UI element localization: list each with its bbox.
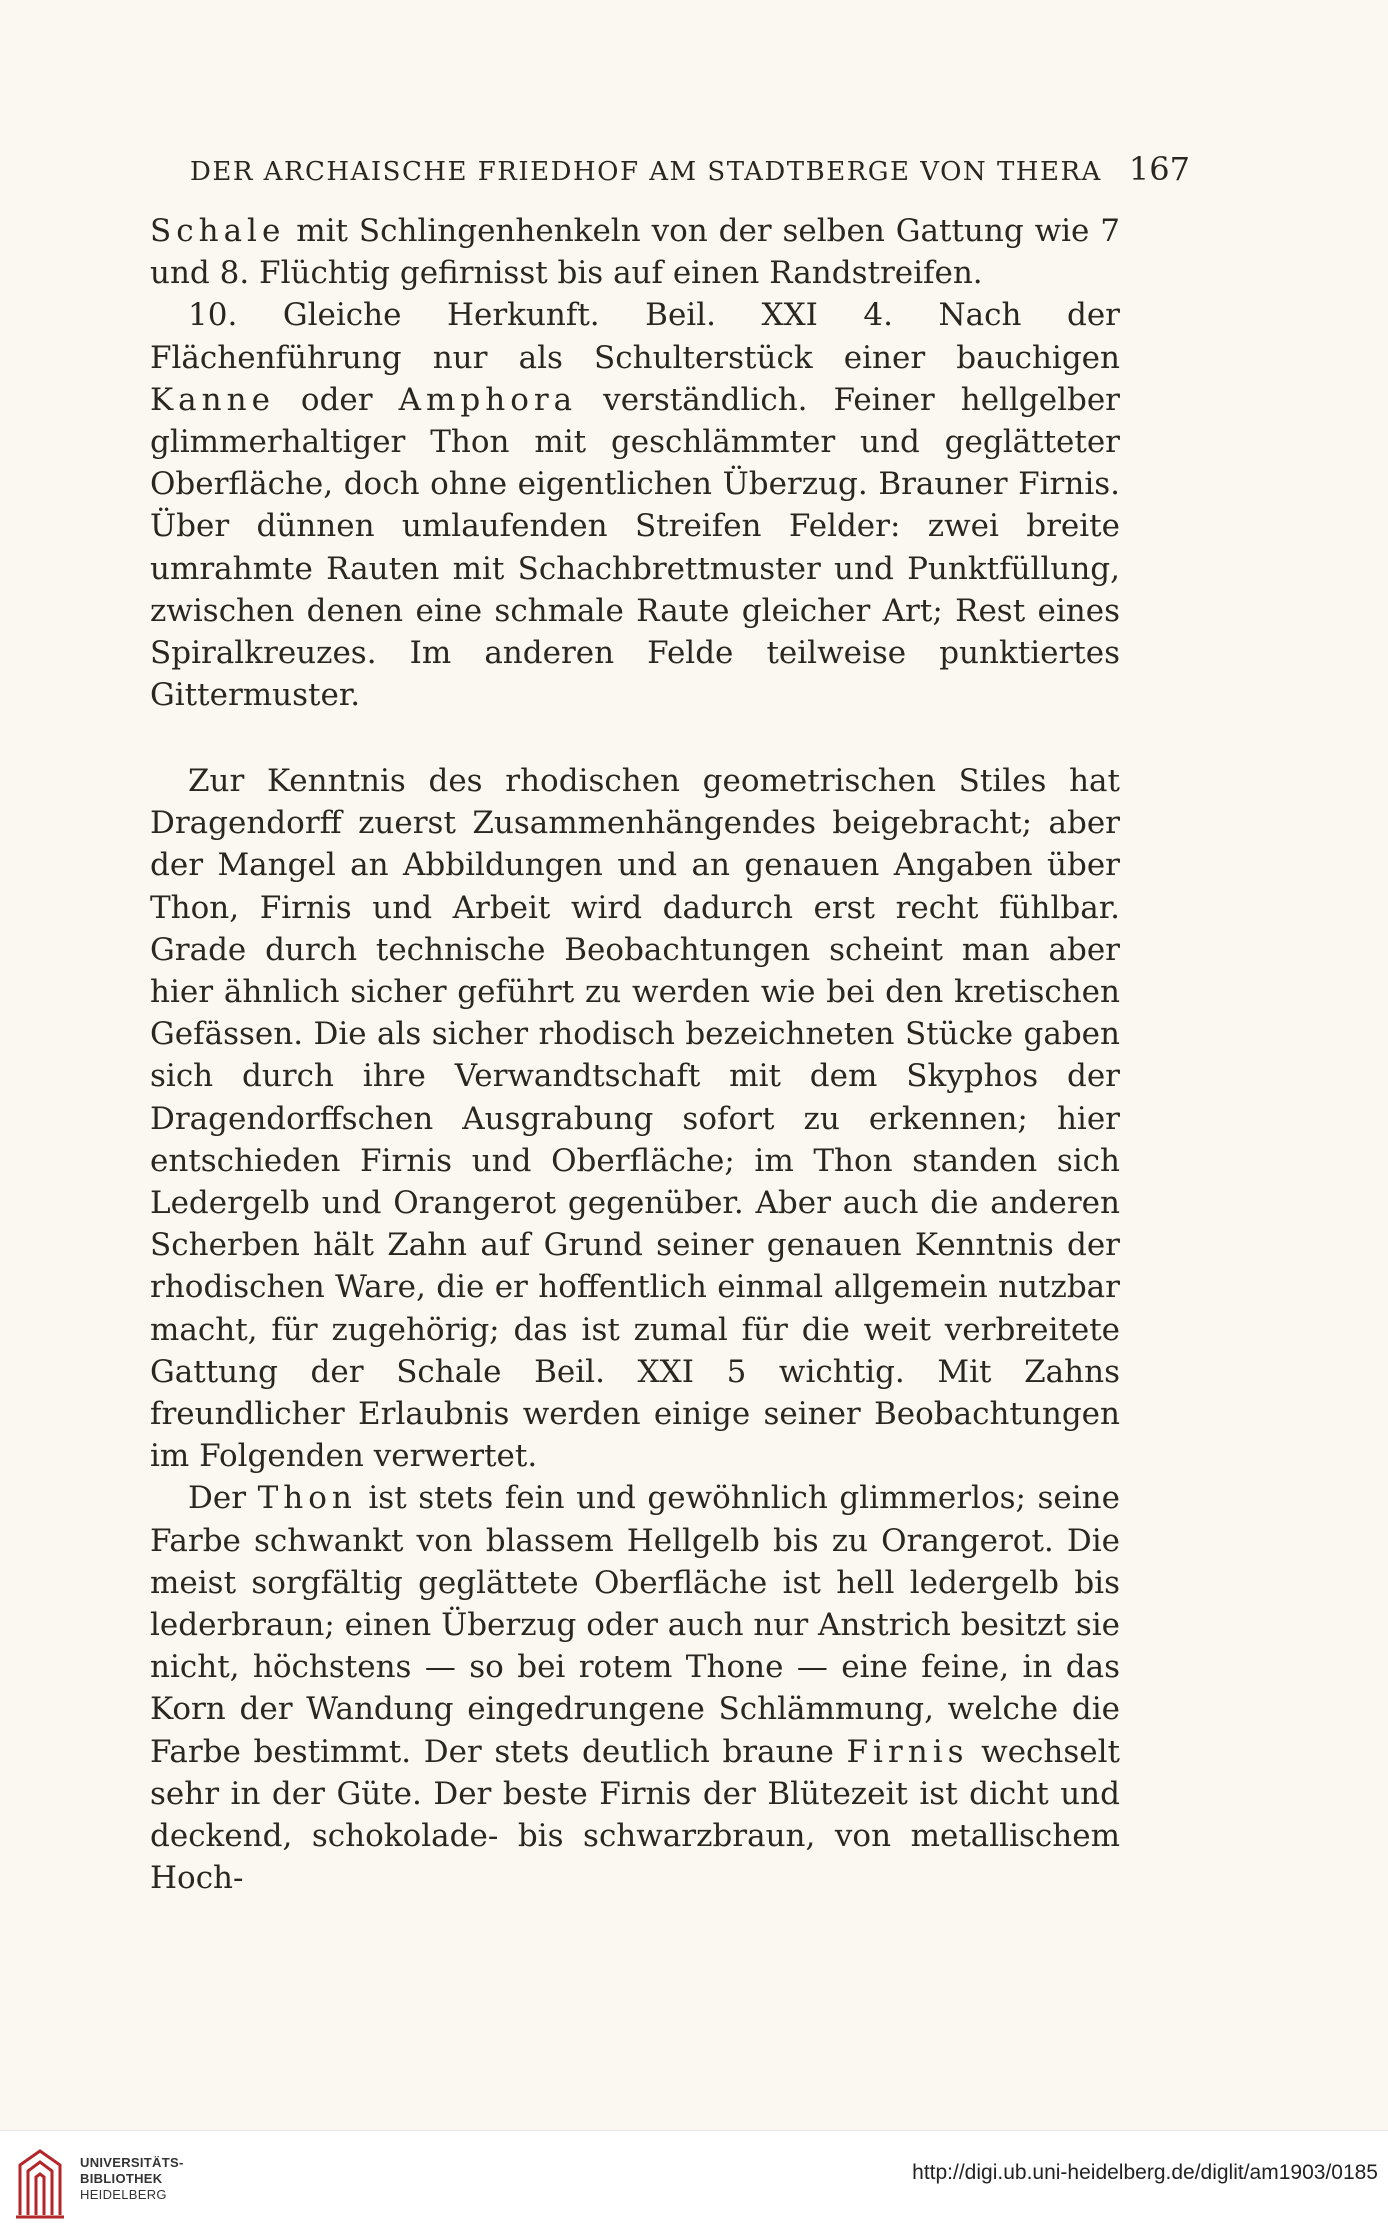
emphasis-kanne: Kanne [150,381,275,418]
emphasis-thon: Thon [257,1480,357,1517]
paragraph-thon-text-a: Der [188,1480,258,1517]
library-name-line3: HEIDELBERG [80,2187,167,2202]
entry-10-text-c: verständlich. Feiner hellgelber glimmerhaltiger Thon mit geschlämmter und geglätteter Oberfläche, doch ohne eigentlichen Überzug. Brauner Firnis. Über dünnen umlaufenden Streifen Felder: zwei breite umrahmte Rauten mit Schachbrettmuster und Punktfüllung, zwischen denen eine schmale Raute gleicher Art; Rest eines Spiralkreuzes. Im anderen Felde teilweise punktiertes Gittermuster. [150,381,1120,714]
digitization-footer [0,2130,1388,2234]
library-name [80,2155,184,2203]
running-title: DER ARCHAISCHE FRIEDHOF AM STADTBERGE VON THERA [190,157,1102,187]
library-name-line2: BIBLIOTHEK [80,2171,163,2186]
entry-9-text: mit Schlingenhenkeln von der selben Gattung wie 7 und 8. Flüchtig gefirnisst bis auf einen Randstreifen. [150,213,1120,292]
emphasis-firnis: Firnis [846,1733,969,1770]
catalog-entries [150,210,1120,716]
entry-10-text-b: oder [274,381,399,418]
entry-10 [150,294,1120,716]
emphasis-amphora: Amphora [398,381,578,418]
entry-10-text-a: 10. Gleiche Herkunft. Beil. XXI 4. Nach der Flächenführung nur als Schulterstück einer bauchigen [150,297,1120,376]
library-logo-icon [14,2145,66,2221]
paragraph-rhodian-style: Zur Kenntnis des rhodischen geometrischen Stiles hat Dragendorff zuerst Zusammenhängendes beigebracht; aber der Mangel an Abbildungen und an genauen Angaben über Thon, Firnis und Arbeit wird dadurch erst recht fühlbar. Grade durch technische Beobachtungen scheint man aber hier ähnlich sicher geführt zu werden wie bei den kretischen Gefässen. Die als sicher rhodisch bezeichneten Stücke gaben sich durch ihre Verwandtschaft mit dem Skyphos der Dragendorffschen Ausgrabung sofort zu erkennen; hier entschieden Firnis und Oberfläche; im Thon standen sich Ledergelb und Orangerot gegenüber. Aber auch die anderen Scherben hält Zahn auf Grund seiner genauen Kenntnis der rhodischen Ware, die er hoffentlich einmal allgemein nutzbar macht, für zugehörig; das ist zumal für die weit verbreitete Gattung der Schale Beil. XXI 5 wichtig. Mit Zahns freundlicher Erlaubnis werden einige seiner Beobachtungen im Folgenden verwertet. [150,763,1120,1475]
paragraph-thon [150,1477,1120,1899]
page-number: 167 [1128,150,1190,188]
emphasis-schale: Schale [150,213,286,249]
permalink-url[interactable]: http://digi.ub.uni-heidelberg.de/diglit/am1903/0185 [912,2161,1378,2184]
paragraph-thon-text-c: wechselt sehr in der Güte. Der beste Firnis der Blütezeit ist dicht und deckend, schokolade- bis schwarzbraun, von metallischem Hoch- [150,1733,1120,1897]
paragraph-thon-text-b: ist stets fein und gewöhnlich glimmerlos; seine Farbe schwankt von blassem Hellgelb bis zu Orangerot. Die meist sorgfältig geglättete Oberfläche ist hell ledergelb bis lederbraun; einen Überzug oder auch nur Anstrich besitzt sie nicht, höchstens — so bei rotem Thone — eine feine, in das Korn der Wandung eingedrungene Schlämmung, welche die Farbe bestimmt. Der stets deutlich braune [150,1480,1120,1770]
entry-9-continuation [150,210,1120,294]
running-header [190,150,1190,188]
library-name-line1: UNIVERSITÄTS- [80,2155,184,2170]
body-text [150,760,1120,1899]
